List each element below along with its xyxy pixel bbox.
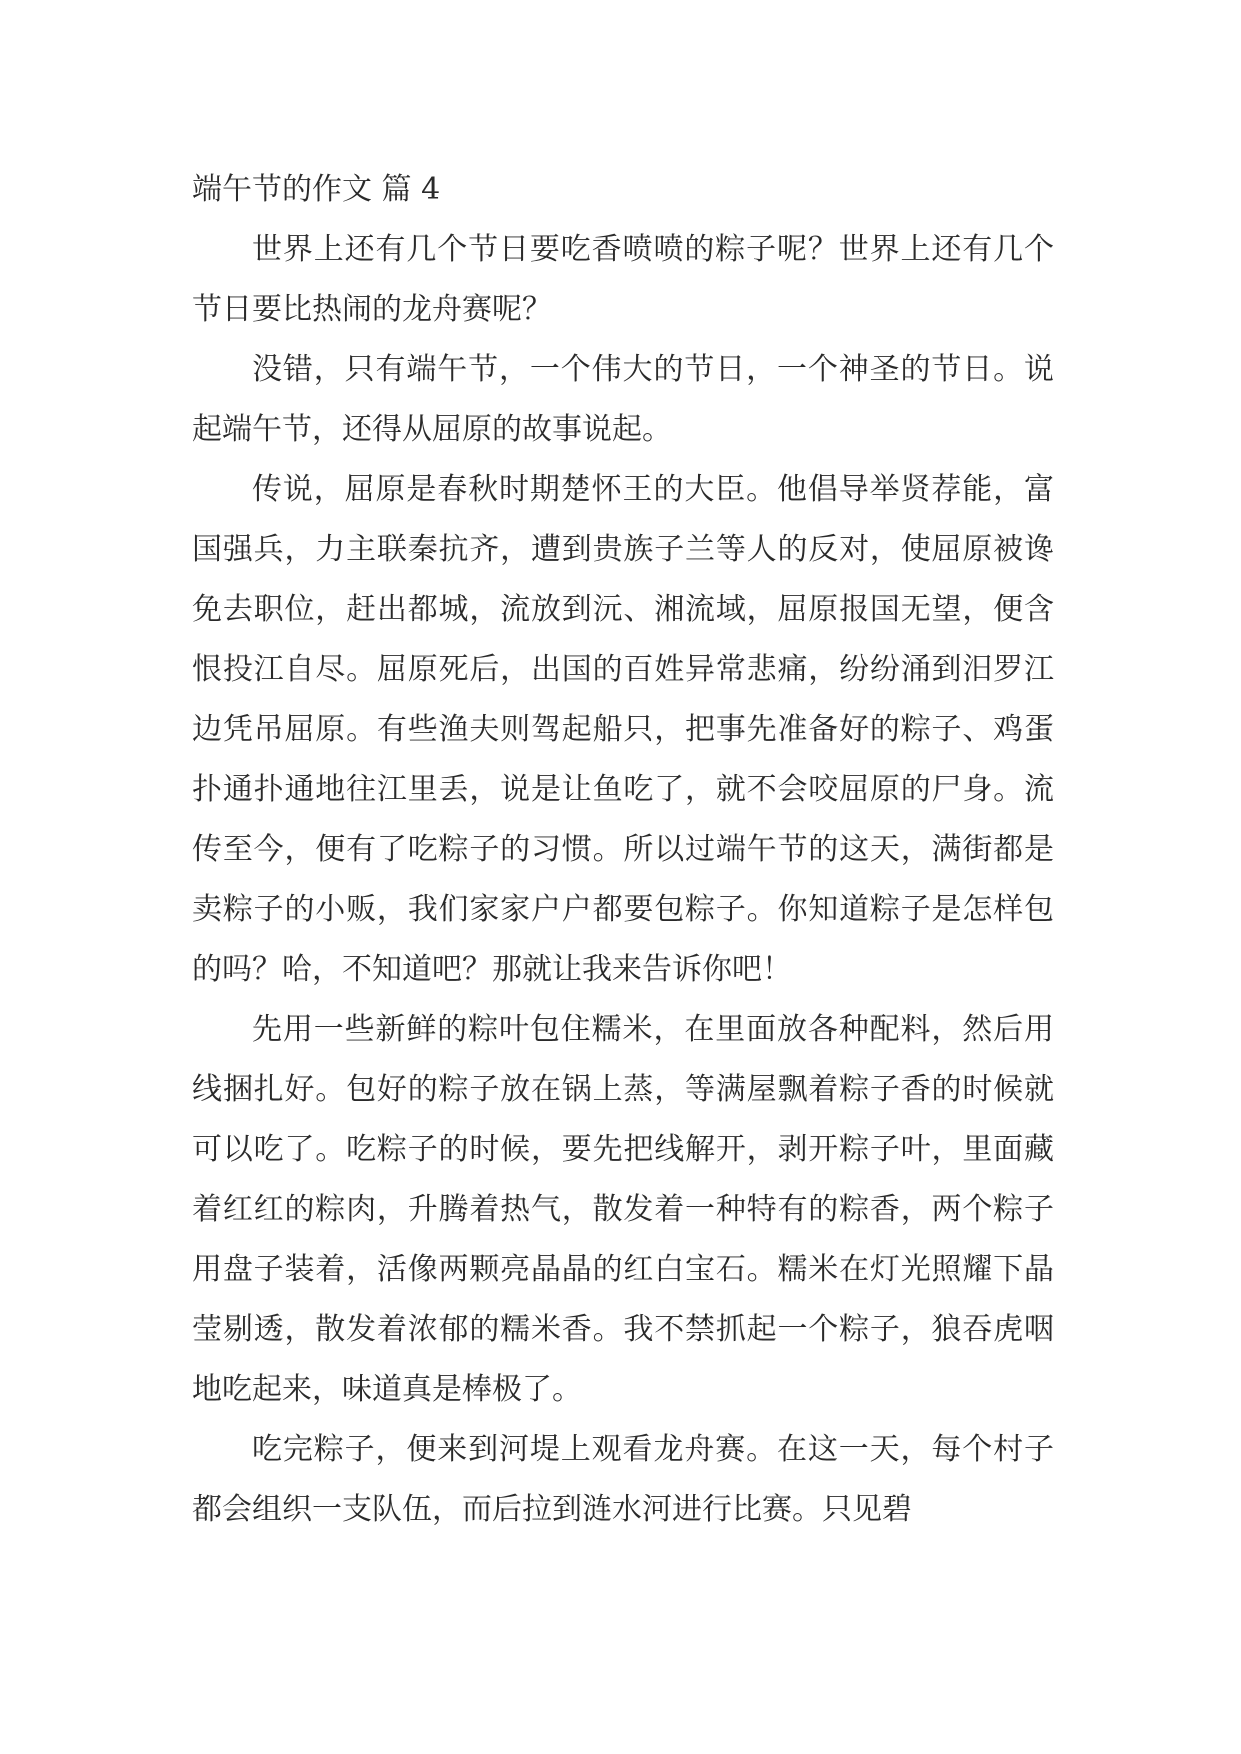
document-body xyxy=(192,160,1054,1540)
paragraph-2: 没错，只有端午节，一个伟大的节日，一个神圣的节日。说起端午节，还得从屈原的故事说起。 xyxy=(192,352,1054,447)
paragraph-5: 吃完粽子，便来到河堤上观看龙舟赛。在这一天，每个村子都会组织一支队伍，而后拉到涟水河进行比赛。只见碧 xyxy=(192,1432,1054,1527)
paragraph-1: 世界上还有几个节日要吃香喷喷的粽子呢？世界上还有几个节日要比热闹的龙舟赛呢？ xyxy=(192,232,1054,327)
paragraph-4: 先用一些新鲜的粽叶包住糯米，在里面放各种配料，然后用线捆扎好。包好的粽子放在锅上蒸，等满屋飘着粽子香的时候就可以吃了。吃粽子的时候，要先把线解开，剥开粽子叶，里面藏着红红的粽肉，升腾着热气，散发着一种特有的粽香，两个粽子用盘子装着，活像两颗亮晶晶的红白宝石。糯米在灯光照耀下晶莹剔透，散发着浓郁的糯米香。我不禁抓起一个粽子，狼吞虎咽地吃起来，味道真是棒极了。 xyxy=(192,1012,1054,1407)
paragraph-3: 传说，屈原是春秋时期楚怀王的大臣。他倡导举贤荐能，富国强兵，力主联秦抗齐，遭到贵族子兰等人的反对，使屈原被谗免去职位，赶出都城，流放到沅、湘流域，屈原报国无望，便含恨投江自尽。屈原死后，出国的百姓异常悲痛，纷纷涌到汨罗江边凭吊屈原。有些渔夫则驾起船只，把事先准备好的粽子、鸡蛋扑通扑通地往江里丢，说是让鱼吃了，就不会咬屈原的尸身。流传至今，便有了吃粽子的习惯。所以过端午节的这天，满街都是卖粽子的小贩，我们家家户户都要包粽子。你知道粽子是怎样包的吗？哈，不知道吧？那就让我来告诉你吧！ xyxy=(192,472,1054,987)
essay-title: 端午节的作文 篇 4 xyxy=(192,172,441,207)
